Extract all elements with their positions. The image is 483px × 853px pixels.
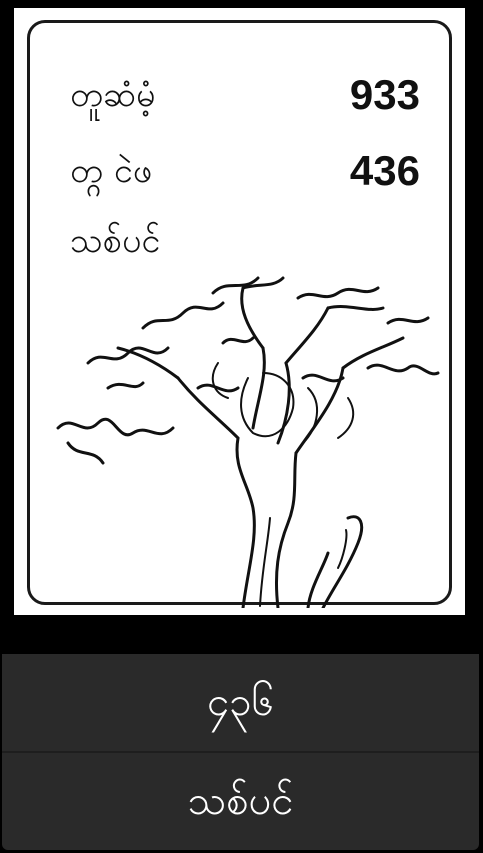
card-border: [27, 20, 452, 605]
answer-number-button[interactable]: ၄၃၆: [206, 679, 275, 725]
row-2-number: 436: [349, 147, 420, 194]
answer-panel: [2, 654, 479, 850]
card-row-3: [70, 211, 420, 271]
row-2-word: တ္ဂ ငဲဖ: [70, 151, 153, 191]
row-3-word: သစ်ပင်: [70, 221, 161, 261]
row-1-word: တူဆံမံ့: [70, 75, 156, 115]
card-row-2: [70, 141, 420, 201]
answer-word-button[interactable]: သစ်ပင်: [187, 778, 294, 824]
flash-card: [14, 8, 465, 615]
card-row-1: [70, 65, 420, 125]
tree-illustration: [48, 268, 443, 608]
row-1-number: 933: [349, 71, 420, 118]
